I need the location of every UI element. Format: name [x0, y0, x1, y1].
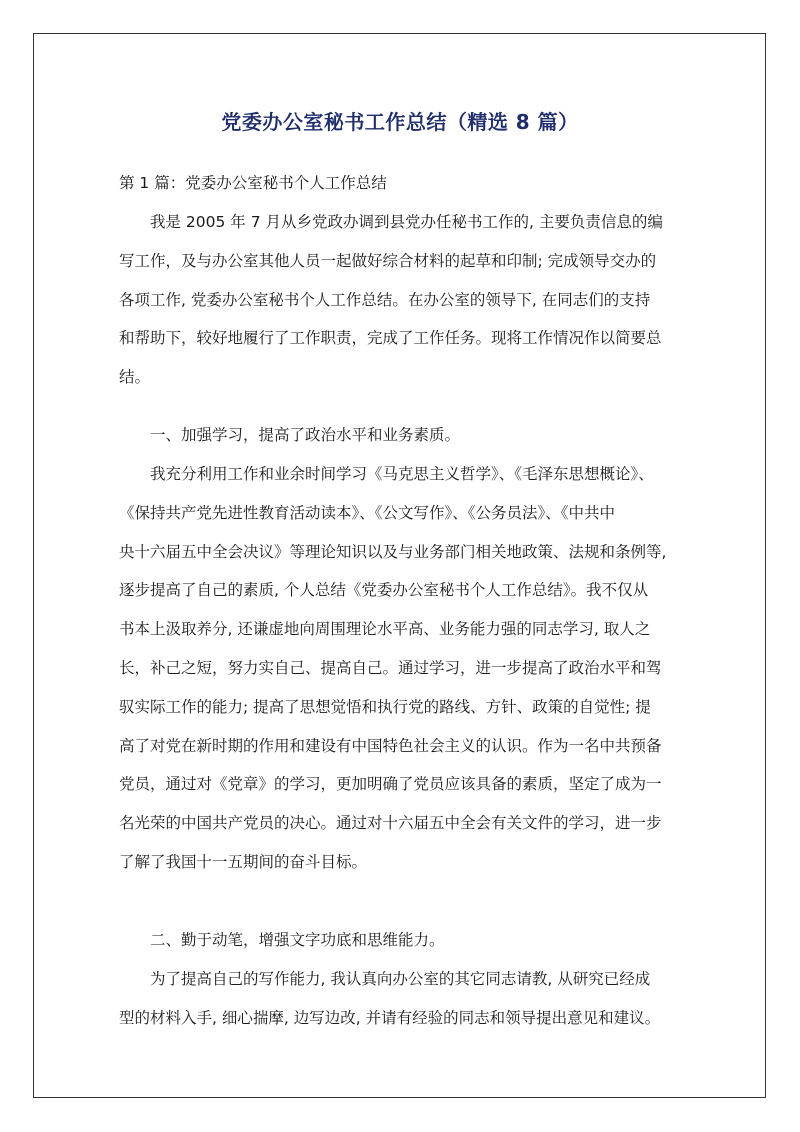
text-line: 《保持共产党先进性教育活动读本》、《公文写作》、《公务员法》、《中共中: [119, 503, 616, 522]
text-line: 二、勤于动笔，增强文字功底和思维能力。: [150, 931, 445, 949]
text-line: 各项工作, 党委办公室秘书个人工作总结。在办公室的领导下, 在同志们的支持: [119, 290, 651, 309]
text-line: 驭实际工作的能力; 提高了思想觉悟和执行党的路线、方针、政策的自觉性; 提: [119, 697, 651, 716]
text-line: 结。: [119, 368, 151, 387]
text-line: 高了对党在新时期的作用和建设有中国特色社会主义的认识。作为一名中共预备: [119, 736, 662, 755]
section-heading: 第 1 篇：党委办公室秘书个人工作总结: [119, 174, 387, 192]
text-line: 我是 2005 年 7 月从乡党政办调到县党办任秘书工作的, 主要负责信息的编: [150, 213, 663, 231]
text-line: 为了提高自己的写作能力, 我认真向办公室的其它同志请教, 从研究已经成: [150, 970, 651, 988]
text-line: 逐步提高了自己的素质, 个人总结《党委办公室秘书个人工作总结》。我不仅从: [119, 581, 649, 600]
subheading-writing: [119, 921, 687, 960]
subheading-study: [119, 416, 687, 455]
paragraph-writing: [119, 960, 687, 1038]
text-line: 书本上汲取养分, 还谦虚地向周围理论水平高、业务能力强的同志学习, 取人之: [119, 620, 651, 639]
text-line: 央十六届五中全会决议》等理论知识以及与业务部门相关地政策、法规和条例等,: [119, 542, 667, 561]
text-line: 一、加强学习，提高了政治水平和业务素质。: [150, 426, 461, 444]
paragraph-intro: [119, 203, 687, 397]
document-title: 党委办公室秘书工作总结（精选 8 篇）: [221, 110, 579, 134]
text-line: 党员，通过对《党章》的学习，更加明确了党员应该具备的素质，坚定了成为一: [119, 775, 662, 794]
text-line: 名光荣的中国共产党员的决心。通过对十六届五中全会有关文件的学习，进一步: [119, 814, 662, 833]
text-line: 我充分利用工作和业余时间学习《马克思主义哲学》、《毛泽东思想概论》、: [150, 465, 654, 483]
text-line: 长，补己之短，努力实自己、提高自己。通过学习，进一步提高了政治水平和驾: [119, 658, 662, 677]
text-line: 写工作，及与办公室其他人员一起做好综合材料的起草和印制; 完成领导交办的: [119, 251, 657, 270]
text-line: 了解了我国十一五期间的奋斗目标。: [119, 852, 368, 871]
paragraph-study: [119, 455, 687, 882]
text-line: 型的材料入手, 细心揣摩, 边写边改, 并请有经验的同志和领导提出意见和建议。: [119, 1008, 661, 1027]
text-line: 和帮助下，较好地履行了工作职责，完成了工作任务。现将工作情况作以简要总: [119, 329, 662, 348]
